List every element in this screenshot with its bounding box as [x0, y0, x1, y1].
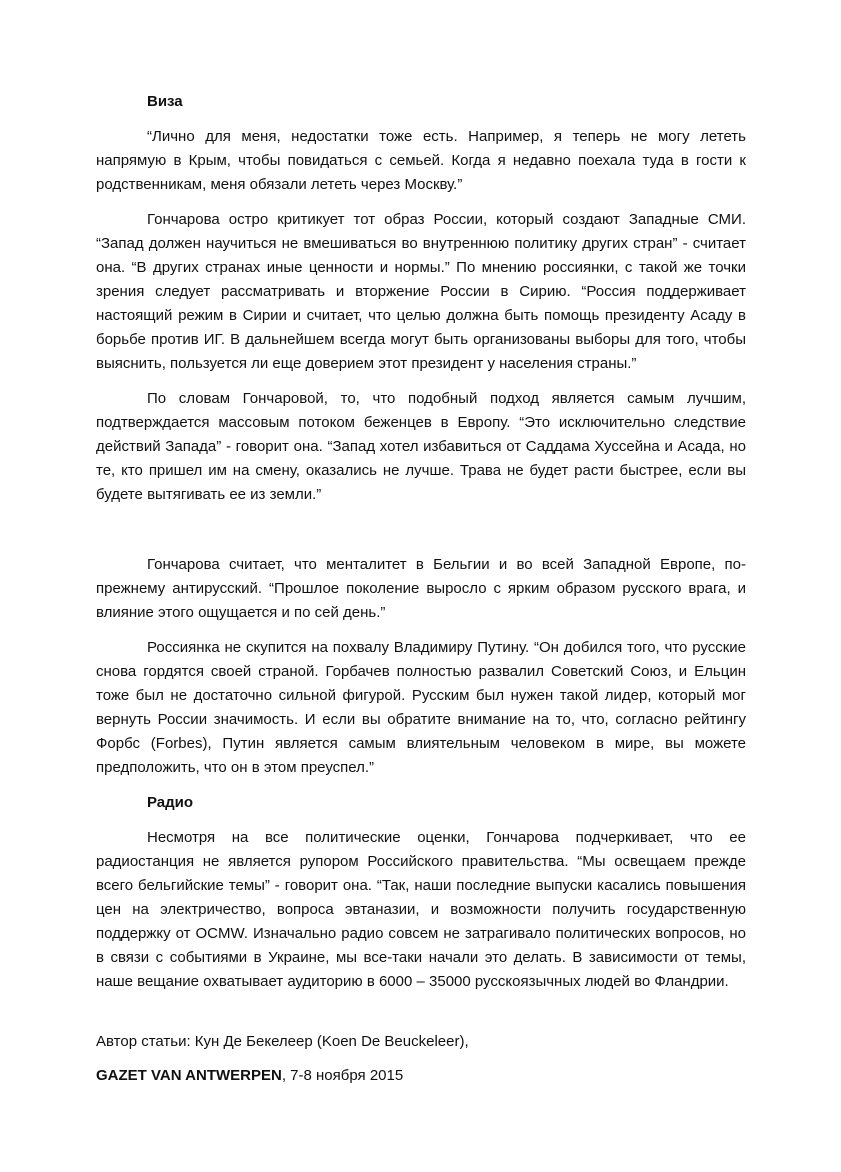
document-content — [96, 90, 746, 1098]
source-line — [96, 1064, 746, 1088]
source-name: GAZET VAN ANTWERPEN — [96, 1067, 282, 1084]
paragraph-visa-quote: “Лично для меня, недостатки тоже есть. Например, я теперь не могу лететь напрямую в Крым, чтобы повидаться с семьей. Когда я недавно поехала туда в гости к родственникам, меня обязали лететь через Москву.” — [96, 128, 746, 193]
source-date: , 7-8 ноября 2015 — [281, 1067, 404, 1084]
paragraph-radio: Несмотря на все политические оценки, Гончарова подчеркивает, что ее радиостанция не является рупором Российского правительства. “Мы освещаем прежде всего бельгийские темы” - говорит она. “Так, наши последние выпуски касались повышения цен на электричество, вопроса эвтаназии, и возможности получить государственную поддержку от OCMW. Изначально радио совсем не затрагивало политических вопросов, но в связи с событиями в Украине, мы все-таки начали это делать. В зависимости от темы, наше вещание охватывает аудиторию в 6000 – 35000 русскоязычных людей во Фландрии. — [96, 829, 746, 990]
paragraph-putin: Россиянка не скупится на похвалу Владимиру Путину. “Он добился того, что русские снова гордятся своей страной. Горбачев полностью развалил Советский Союз, и Ельцин тоже был не достаточно сильной фигурой. Русским был нужен такой лидер, который мог вернуть России значимость. И если вы обратите внимание на то, что, согласно рейтингу Форбс (Forbes), Путин является самым влиятельным человеком в мире, вы можете предположить, что он в этом преуспел.” — [96, 639, 746, 776]
paragraph-west-media: Гончарова остро критикует тот образ России, который создают Западные СМИ. “Запад должен научиться не вмешиваться во внутреннюю политику других стран” - считает она. “В других странах иные ценности и нормы.” По мнению россиянки, с такой же точки зрения следует рассматривать и вторжение России в Сирию. “Россия поддерживает настоящий режим в Сирии и считает, что целью должна быть помощь президенту Асаду в борьбе против ИГ. В дальнейшем всегда могут быть организованы выборы для того, чтобы выяснить, пользуется ли еще доверием этот президент у населения страны.” — [96, 211, 746, 372]
paragraph-refugees: По словам Гончаровой, то, что подобный подход является самым лучшим, подтверждается массовым потоком беженцев в Европу. “Это исключительно следствие действий Запада” - говорит она. “Запад хотел избавиться от Саддама Хуссейна и Асада, но те, кто пришел им на смену, оказались не лучше. Трава не будет расти быстрее, если вы будете вытягивать ее из земли.” — [96, 390, 746, 503]
heading-visa: Виза — [147, 93, 183, 110]
paragraph-mentality: Гончарова считает, что менталитет в Бельгии и во всей Западной Европе, по-прежнему антирусский. “Прошлое поколение выросло с ярким образом русского врага, и влияние этого ощущается и по сей день.” — [96, 556, 746, 621]
heading-radio: Радио — [147, 794, 194, 811]
author-line: Автор статьи: Кун Де Бекелеер (Koen De Beuckeleer), — [96, 1033, 469, 1050]
